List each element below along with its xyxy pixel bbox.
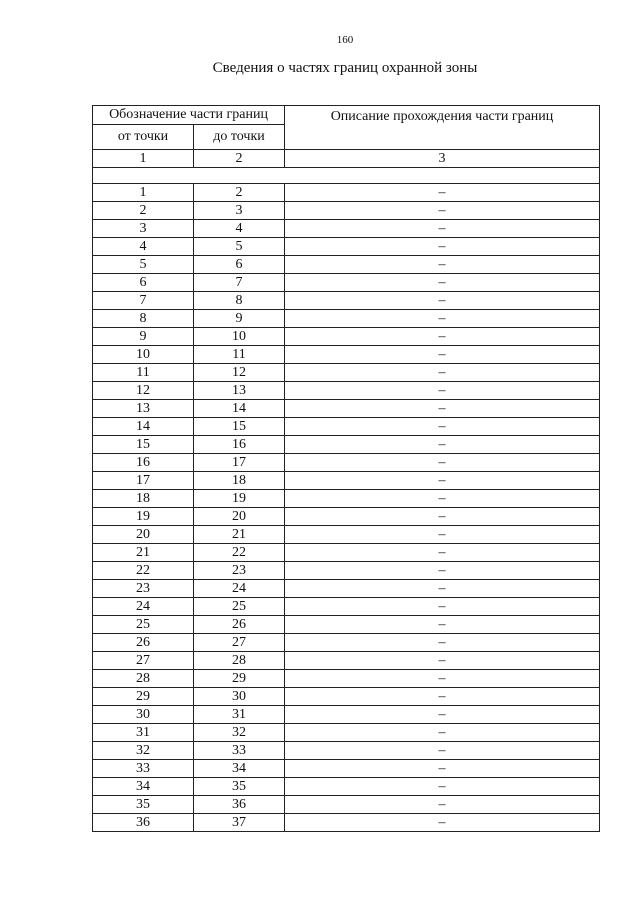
column-index-cell: 3	[285, 150, 600, 168]
from-point-cell: 28	[93, 670, 194, 688]
to-point-cell: 21	[194, 526, 285, 544]
description-cell: –	[285, 616, 600, 634]
from-point-cell: 10	[93, 346, 194, 364]
description-cell: –	[285, 346, 600, 364]
column-index-cell: 2	[194, 150, 285, 168]
table-row	[93, 544, 600, 562]
from-point-cell: 3	[93, 220, 194, 238]
table-row	[93, 382, 600, 400]
from-point-cell: 30	[93, 706, 194, 724]
description-cell: –	[285, 220, 600, 238]
from-point-cell: 8	[93, 310, 194, 328]
to-point-cell: 28	[194, 652, 285, 670]
description-cell: –	[285, 796, 600, 814]
header-to-point: до точки	[194, 125, 285, 150]
from-point-cell: 14	[93, 418, 194, 436]
column-index-cell: 1	[93, 150, 194, 168]
header-boundary-designation: Обозначение части границ	[93, 106, 285, 125]
to-point-cell: 30	[194, 688, 285, 706]
from-point-cell: 29	[93, 688, 194, 706]
from-point-cell: 23	[93, 580, 194, 598]
from-point-cell: 4	[93, 238, 194, 256]
from-point-cell: 26	[93, 634, 194, 652]
from-point-cell: 35	[93, 796, 194, 814]
to-point-cell: 22	[194, 544, 285, 562]
table-row	[93, 346, 600, 364]
description-cell: –	[285, 706, 600, 724]
to-point-cell: 15	[194, 418, 285, 436]
to-point-cell: 7	[194, 274, 285, 292]
table-row	[93, 688, 600, 706]
to-point-cell: 9	[194, 310, 285, 328]
to-point-cell: 5	[194, 238, 285, 256]
from-point-cell: 15	[93, 436, 194, 454]
to-point-cell: 17	[194, 454, 285, 472]
table-row	[93, 490, 600, 508]
to-point-cell: 3	[194, 202, 285, 220]
from-point-cell: 2	[93, 202, 194, 220]
empty-row	[93, 168, 600, 184]
to-point-cell: 25	[194, 598, 285, 616]
from-point-cell: 1	[93, 184, 194, 202]
description-cell: –	[285, 688, 600, 706]
table-row	[93, 364, 600, 382]
from-point-cell: 20	[93, 526, 194, 544]
document-title: Сведения о частях границ охранной зоны	[212, 60, 478, 76]
table-row	[93, 760, 600, 778]
table-row	[93, 472, 600, 490]
table-row	[93, 742, 600, 760]
header-description: Описание прохождения части границ	[285, 106, 600, 150]
to-point-cell: 23	[194, 562, 285, 580]
to-point-cell: 26	[194, 616, 285, 634]
description-cell: –	[285, 670, 600, 688]
from-point-cell: 18	[93, 490, 194, 508]
page-number: 160	[336, 34, 354, 46]
description-cell: –	[285, 274, 600, 292]
description-cell: –	[285, 634, 600, 652]
table-row	[93, 292, 600, 310]
to-point-cell: 32	[194, 724, 285, 742]
description-cell: –	[285, 418, 600, 436]
to-point-cell: 18	[194, 472, 285, 490]
table-row	[93, 814, 600, 832]
description-cell: –	[285, 778, 600, 796]
from-point-cell: 12	[93, 382, 194, 400]
description-cell: –	[285, 814, 600, 832]
boundary-table	[92, 105, 600, 832]
from-point-cell: 33	[93, 760, 194, 778]
table-row	[93, 418, 600, 436]
description-cell: –	[285, 382, 600, 400]
from-point-cell: 32	[93, 742, 194, 760]
to-point-cell: 35	[194, 778, 285, 796]
description-cell: –	[285, 472, 600, 490]
to-point-cell: 8	[194, 292, 285, 310]
table-row	[93, 706, 600, 724]
table-row	[93, 652, 600, 670]
description-cell: –	[285, 400, 600, 418]
to-point-cell: 37	[194, 814, 285, 832]
from-point-cell: 27	[93, 652, 194, 670]
table-row	[93, 202, 600, 220]
description-cell: –	[285, 364, 600, 382]
table-row	[93, 256, 600, 274]
from-point-cell: 16	[93, 454, 194, 472]
description-cell: –	[285, 598, 600, 616]
description-cell: –	[285, 184, 600, 202]
to-point-cell: 6	[194, 256, 285, 274]
to-point-cell: 29	[194, 670, 285, 688]
to-point-cell: 13	[194, 382, 285, 400]
to-point-cell: 4	[194, 220, 285, 238]
to-point-cell: 34	[194, 760, 285, 778]
empty-cell	[93, 168, 600, 184]
from-point-cell: 9	[93, 328, 194, 346]
to-point-cell: 31	[194, 706, 285, 724]
table-row	[93, 508, 600, 526]
from-point-cell: 24	[93, 598, 194, 616]
description-cell: –	[285, 652, 600, 670]
table-row	[93, 778, 600, 796]
table-row	[93, 724, 600, 742]
from-point-cell: 36	[93, 814, 194, 832]
table-row	[93, 310, 600, 328]
from-point-cell: 25	[93, 616, 194, 634]
from-point-cell: 17	[93, 472, 194, 490]
description-cell: –	[285, 580, 600, 598]
description-cell: –	[285, 544, 600, 562]
to-point-cell: 19	[194, 490, 285, 508]
table-row	[93, 454, 600, 472]
to-point-cell: 33	[194, 742, 285, 760]
from-point-cell: 21	[93, 544, 194, 562]
description-cell: –	[285, 724, 600, 742]
from-point-cell: 7	[93, 292, 194, 310]
column-index-row	[93, 150, 600, 168]
description-cell: –	[285, 508, 600, 526]
to-point-cell: 11	[194, 346, 285, 364]
to-point-cell: 36	[194, 796, 285, 814]
table-row	[93, 436, 600, 454]
to-point-cell: 20	[194, 508, 285, 526]
table-row	[93, 670, 600, 688]
from-point-cell: 22	[93, 562, 194, 580]
header-row-group	[93, 106, 600, 125]
table-row	[93, 616, 600, 634]
table-row	[93, 526, 600, 544]
description-cell: –	[285, 238, 600, 256]
table-row	[93, 598, 600, 616]
table-row	[93, 328, 600, 346]
description-cell: –	[285, 436, 600, 454]
table-row	[93, 562, 600, 580]
description-cell: –	[285, 202, 600, 220]
description-cell: –	[285, 292, 600, 310]
description-cell: –	[285, 526, 600, 544]
table-row	[93, 220, 600, 238]
to-point-cell: 27	[194, 634, 285, 652]
from-point-cell: 19	[93, 508, 194, 526]
table-row	[93, 400, 600, 418]
description-cell: –	[285, 490, 600, 508]
to-point-cell: 14	[194, 400, 285, 418]
from-point-cell: 5	[93, 256, 194, 274]
table-row	[93, 274, 600, 292]
description-cell: –	[285, 760, 600, 778]
to-point-cell: 12	[194, 364, 285, 382]
description-cell: –	[285, 454, 600, 472]
description-cell: –	[285, 328, 600, 346]
header-from-point: от точки	[93, 125, 194, 150]
from-point-cell: 34	[93, 778, 194, 796]
from-point-cell: 11	[93, 364, 194, 382]
table-row	[93, 238, 600, 256]
table-row	[93, 580, 600, 598]
description-cell: –	[285, 256, 600, 274]
to-point-cell: 10	[194, 328, 285, 346]
table-row	[93, 634, 600, 652]
table-row	[93, 184, 600, 202]
description-cell: –	[285, 310, 600, 328]
from-point-cell: 31	[93, 724, 194, 742]
to-point-cell: 16	[194, 436, 285, 454]
table-row	[93, 796, 600, 814]
description-cell: –	[285, 562, 600, 580]
from-point-cell: 13	[93, 400, 194, 418]
to-point-cell: 2	[194, 184, 285, 202]
to-point-cell: 24	[194, 580, 285, 598]
description-cell: –	[285, 742, 600, 760]
from-point-cell: 6	[93, 274, 194, 292]
